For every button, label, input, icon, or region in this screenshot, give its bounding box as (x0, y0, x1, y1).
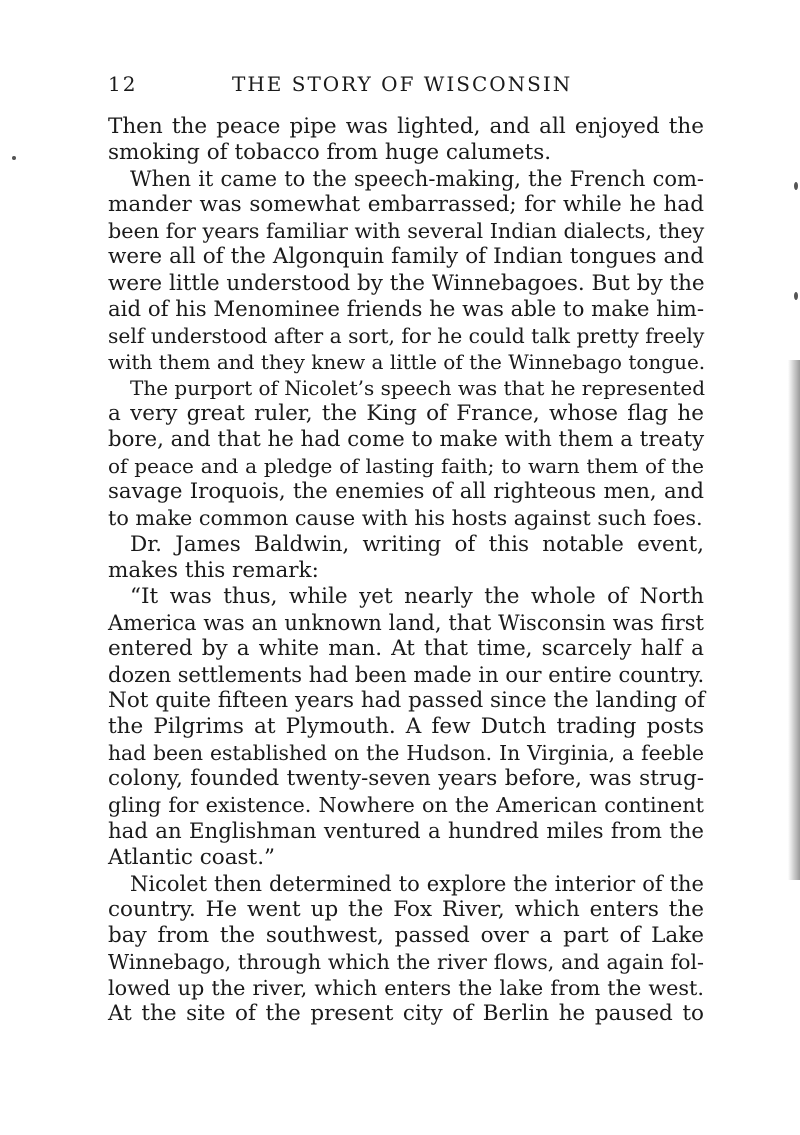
text-line: smoking of tobacco from huge calumets. (108, 140, 552, 166)
text-line: colony, founded twenty-seven years before, was strug- (108, 766, 704, 792)
text-line: been for years familiar with several Indian dialects, they (108, 219, 705, 244)
text-line: America was an unknown land, that Wisconsin was first (108, 610, 704, 635)
body-text (108, 114, 704, 1027)
running-title: THE STORY OF WISCONSIN (232, 72, 573, 96)
text-line: had been established on the Hudson. In Virginia, a feeble (108, 741, 704, 766)
text-line: of peace and a pledge of lasting faith; to warn them of the (108, 454, 704, 479)
text-line: At the site of the present city of Berlin he paused to (108, 1001, 704, 1027)
text-line: When it came to the speech-making, the French com- (130, 167, 704, 192)
text-line: entered by a white man. At that time, scarcely half a (108, 635, 704, 661)
text-line: country. He went up the Fox River, which enters the (108, 896, 704, 922)
text-line: were all of the Algonquin family of Indian tongues and (108, 244, 704, 270)
text-line: self understood after a sort, for he could talk pretty freely (108, 323, 705, 348)
running-head (108, 72, 708, 98)
text-line: dozen settlements had been made in our entire country. (108, 662, 705, 687)
text-line: were little understood by the Winnebagoes. But by the (108, 270, 705, 296)
text-line: the Pilgrims at Plymouth. A few Dutch trading posts (108, 714, 704, 740)
text-line: gling for existence. Nowhere on the American continent (108, 793, 704, 818)
text-line: savage Iroquois, the enemies of all righteous men, and (108, 479, 704, 505)
text-line: makes this remark: (108, 557, 319, 583)
text-line: aid of his Menominee friends he was able to make him- (108, 296, 704, 322)
text-line: Nicolet then determined to explore the interior of the (130, 871, 704, 896)
text-line: “It was thus, while yet nearly the whole of North (130, 583, 704, 609)
page-edge-shadow (788, 360, 800, 880)
ink-speck (12, 156, 16, 160)
text-line: Not quite fifteen years had passed since the landing of (108, 688, 705, 714)
text-line: bay from the southwest, passed over a part of Lake (108, 922, 704, 948)
text-line: to make common cause with his hosts against such foes. (108, 506, 703, 531)
page-number: 12 (108, 72, 138, 96)
text-line: The purport of Nicolet’s speech was that he represented (130, 375, 706, 400)
text-line: Dr. James Baldwin, writing of this notable event, (130, 531, 704, 557)
text-line: Atlantic coast.” (108, 844, 276, 870)
text-line: with them and they knew a little of the Winnebago tongue. (108, 349, 706, 374)
ink-speck (794, 182, 798, 190)
text-line: Winnebago, through which the river flows, and again fol- (108, 950, 704, 974)
text-line: mander was somewhat embarrassed; for while he had (108, 192, 704, 218)
text-line: a very great ruler, the King of France, whose flag he (108, 401, 704, 427)
text-line: lowed up the river, which enters the lake from the west. (108, 976, 704, 1001)
ink-speck (794, 292, 798, 300)
text-line: had an Englishman ventured a hundred miles from the (108, 818, 704, 844)
text-line: bore, and that he had come to make with them a treaty (108, 427, 705, 453)
text-line: Then the peace pipe was lighted, and all enjoyed the (108, 114, 704, 139)
